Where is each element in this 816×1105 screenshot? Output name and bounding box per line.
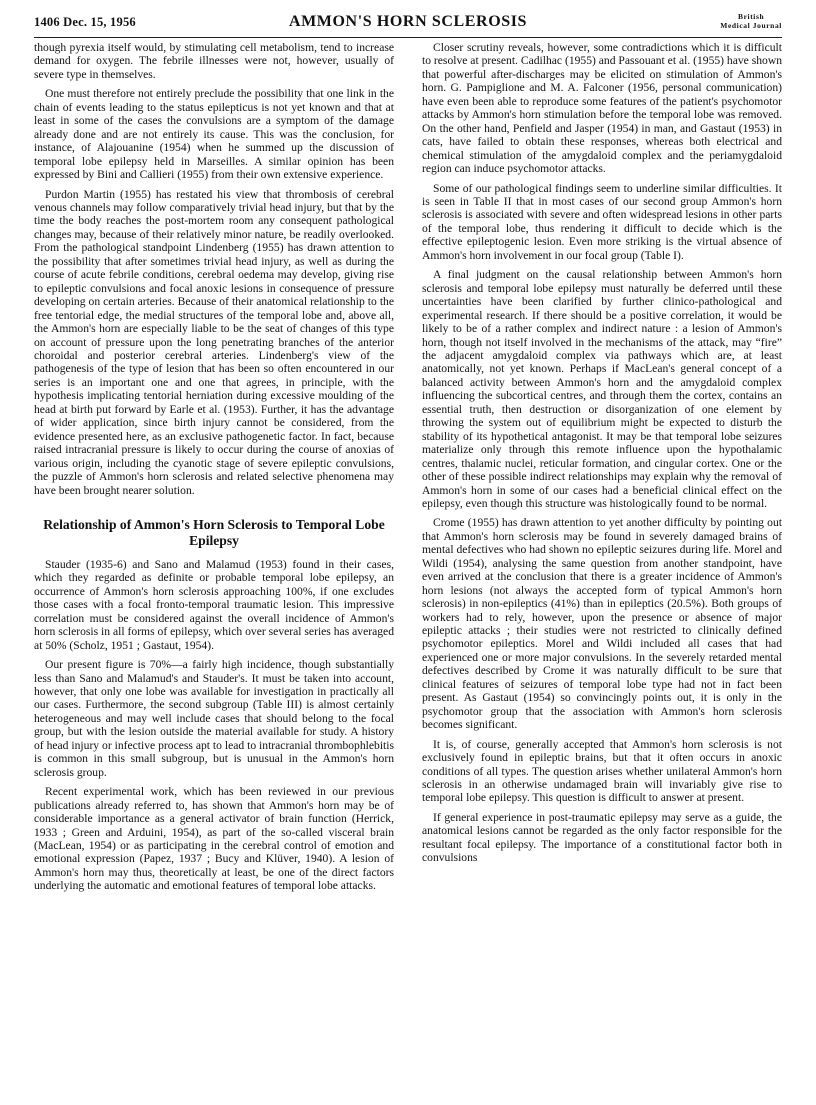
paragraph: Some of our pathological findings seem to underline similar difficulties. It is seen in Table II that in most cases of our second group Ammon's horn sclerosis is associated with severe and often widespread lesions in other parts of the temporal lobe, thus rendering it difficult to decide which is the effective epileptogenic lesion. Even more striking is the virtual absence of Ammon's horn involvement in our focal group (Table I). bbox=[422, 181, 782, 262]
paragraph: If general experience in post-traumatic epilepsy may serve as a guide, the anatomical lesions cannot be regarded as the only factor responsible for the resultant focal epilepsy. The importance of a constitutional factor both in convulsions bbox=[422, 810, 782, 865]
paragraph: Crome (1955) has drawn attention to yet another difficulty by pointing out that Ammon's horn sclerosis may be found in severely damaged brains of mental defectives who had shown no epileptic seizures during life. Morel and Wildi (1954), analysing the same question from another standpoint, have even arrived at the conclusion that there is a greater incidence of Ammon's horn lesions (not always the accepted form of typical Ammon's horn sclerosis) in non-epileptics (41%) than in epileptics (20.5%). Both groups of workers had to rely, however, upon the presence or absence of major epileptic attacks ; their studies were not restricted to clinically defined psychomotor epileptics. Morel and Wildi included all cases that had experienced one or more major convulsions. In the severely retarded mental defectives described by Crome it was naturally difficult to be sure that clinical features of seizures of temporal lobe type had not in fact been present. As Gastaut (1954) so convincingly points out, it is only in the psychomotor group that the association with Ammon's horn sclerosis becomes significant. bbox=[422, 516, 782, 732]
paragraph: Closer scrutiny reveals, however, some contradictions which it is difficult to resolve at present. Cadilhac (1955) and Passouant et al. (1955) have shown that powerful after-discharges may be elicited on stimulation of Ammon's horn. G. Pampiglione and M. A. Falconer (1956, personal communication) have even been able to reproduce some features of the patient's psychomotor attacks by Ammon's horn stimulation before the temporal lobe was removed. On the other hand, Penfield and Jasper (1954) in man, and Gastaut (1953) in cats, have failed to obtain these responses, whereas both electrical and chemical stimulation of the amygdaloid complex and the periamygdaloid region can induce psychomotor attacks. bbox=[422, 41, 782, 176]
paragraph: Purdon Martin (1955) has restated his view that thrombosis of cerebral venous channels may follow comparatively trivial head injury, but that by the time the body reaches the post-mortem room any consequent pathological changes may, because of their relatively minor nature, be readily overlooked. From the pathological standpoint Lindenberg (1955) has drawn attention to the possibility that after sometimes trivial head injury, as well as during the course of acute febrile conditions, cerebral oedema may develop, giving rise to epileptic convulsions and focal anoxic lesions in consequence of pressure developing on certain arteries. Because of their anatomical relationship to the free tentorial edge, the medial structures of the temporal lobe and, above all, the Ammon's horn are especially liable to be the seat of changes of this type on account of pressure upon the long penetrating branches of the anterior choroidal and posterior cerebral arteries. Lindenberg's view of the pathogenesis of the type of lesion that has been so often encountered in our series is an important one and one that agrees, in principle, with the hypothesis implicating tentorial herniation during excessive moulding of the head at birth put forward by Earle et al. (1953). Further, it has the advantage of wider application, since birth injury cannot be considered, from the evidence presented here, as an exclusive pathogenetic factor. In fact, because raised intracranial pressure is likely to occur during the course of anoxias of various origin, including the cyanotic stage of severe epileptic convulsions, the puzzle of Ammon's horn sclerosis and related selective phenomena may have been brought nearer solution. bbox=[34, 187, 394, 497]
paragraph: though pyrexia itself would, by stimulating cell metabolism, tend to increase demand for oxygen. The febrile illnesses were not, however, usually of severe type in themselves. bbox=[34, 41, 394, 81]
paragraph: A final judgment on the causal relationship between Ammon's horn sclerosis and temporal lobe epilepsy must naturally be deferred until these uncertainties have been clarified by further clinico-pathological and experimental research. If there should be a positive correlation, it would be likely to be of a rather complex and indirect nature : a lesion of Ammon's horn, though not itself involved in the mechanisms of the attack, may “fire” the adjacent amygdaloid complex via pathways which are, at least anatomically, not yet known. Perhaps if MacLean's general concept of a balanced activity between Ammon's horn and the amygdaloid complex influencing the subcortical centres, and through them the cortex, contains an essential truth, then destruction or disorganization of one element by throwing the system out of equilibrium might be expected to disturb the stability of its hypothetical antagonist. It may be that temporal lobe seizures materialize only through this remote influence upon the hypothalamic centres, thalamic nuclei, reticular formation, and cingular cortex. One or the other of these possible indirect relationships may explain why the removal of Ammon's horn in some of our cases had a beneficial clinical effect on the epilepsy, even though this structure was histologically found to be normal. bbox=[422, 268, 782, 510]
page-number-date: 1406 Dec. 15, 1956 bbox=[34, 15, 136, 29]
journal-name-line2: Medical Journal bbox=[720, 21, 782, 30]
running-title: AMMON'S HORN SCLEROSIS bbox=[288, 13, 528, 30]
journal-name bbox=[720, 12, 782, 30]
paragraph: It is, of course, generally accepted that Ammon's horn sclerosis is not exclusively found in epileptic brains, but that it often occurs in anoxic conditions of all types. The question arises whether unilateral Ammon's horn sclerosis in an otherwise undamaged brain will invariably give rise to temporal lobe epilepsy. This question is difficult to answer at present. bbox=[422, 737, 782, 805]
paragraph: Our present figure is 70%—a fairly high incidence, though substantially less than Sano and Malamud's and Stauder's. It must be taken into account, however, that only one lobe was available for investigation in practically all our cases. Furthermore, the second subgroup (Table III) is almost certainly heterogeneous and may well include cases that should belong to the focal group, but with the lesion outside the material available for study. A history of head injury or infective process apt to lead to intracranial thrombophlebitis is common in this small subgroup, but is unusual in the Ammon's horn sclerosis group. bbox=[34, 658, 394, 779]
paragraph: One must therefore not entirely preclude the possibility that one link in the chain of events leading to the status epilepticus is not yet known and that at least in some of the cases the convulsions are a symptom of the damage already done and are not entirely its cause. This was the conclusion, for instance, of Alajouanine (1954) when he summed up the discussion of temporal lobe epilepsy held in Marseilles. A similar opinion has been expressed by Bini and Callieri (1955) from their own extensive experience. bbox=[34, 87, 394, 182]
journal-name-line1: British bbox=[737, 12, 765, 21]
section-heading: Relationship of Ammon's Horn Sclerosis to Temporal Lobe Epilepsy bbox=[43, 516, 385, 548]
paragraph: Recent experimental work, which has been reviewed in our previous publications already referred to, has shown that Ammon's horn may be of considerable importance as a general activator of brain function (Herrick, 1933 ; Green and Arduini, 1954), as part of the so-called visceral brain (MacLean, 1954) or as participating in the cerebral control of emotion and emotional expression (Papez, 1937 ; Bucy and Klüver, 1940). A lesion of Ammon's horn may thus, theoretically at least, be one of the direct factors underlying the automatic and emotional features of temporal lobe attacks. bbox=[34, 785, 394, 893]
right-column bbox=[422, 41, 782, 871]
paragraph: Stauder (1935-6) and Sano and Malamud (1953) found in their cases, which they regarded as definite or probable temporal lobe epilepsy, an occurrence of Ammon's horn sclerosis approaching 100%, if one excludes those cases with a focal fronto-temporal traumatic lesion. This impressive correlation must be considered against the overall incidence of Ammon's horn sclerosis in all forms of epilepsy, which over several series has averaged at 50% (Scholz, 1951 ; Gastaut, 1954). bbox=[34, 557, 394, 652]
left-column bbox=[34, 41, 394, 899]
page-header bbox=[34, 11, 782, 38]
